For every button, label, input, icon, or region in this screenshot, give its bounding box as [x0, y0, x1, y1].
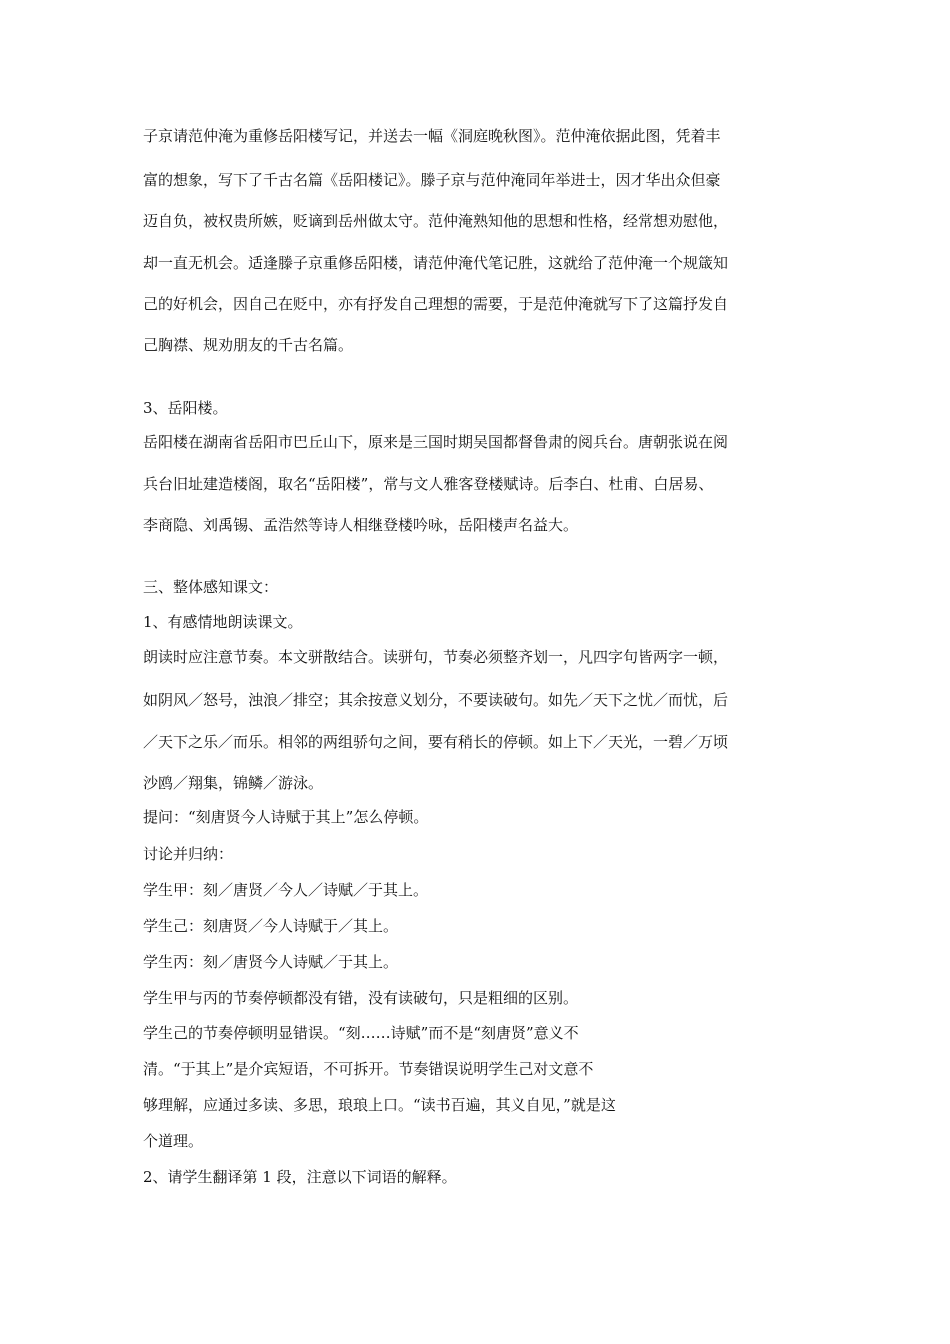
item-heading: 1、有感情地朗读课文。 [143, 613, 303, 631]
paragraph-line: 迈自负，被权贵所嫉，贬谪到岳州做太守。范仲淹熟知他的思想和性格，经常想劝慰他， [143, 212, 729, 230]
paragraph-line: 却一直无机会。适逢滕子京重修岳阳楼，请范仲淹代笔记胜，这就给了范仲淹一个规箴知 [143, 254, 729, 272]
paragraph-line: 兵台旧址建造楼阁，取名“岳阳楼”，常与文人雅客登楼赋诗。后李白、杜甫、白居易、 [143, 475, 714, 493]
paragraph-line: 岳阳楼在湖南省岳阳市巴丘山下，原来是三国时期吴国都督鲁肃的阅兵台。唐朝张说在阅 [143, 433, 729, 451]
paragraph-line: 清。“于其上”是介宾短语，不可拆开。节奏错误说明学生己对文意不 [143, 1060, 594, 1078]
paragraph-line: 富的想象，写下了千古名篇《岳阳楼记》。滕子京与范仲淹同年举进士，因才华出众但豪 [143, 171, 721, 189]
paragraph-line: 学生己的节奏停顿明显错误。“刻……诗赋”而不是“刻唐贤”意义不 [143, 1024, 579, 1042]
paragraph-line: ／天下之乐／而乐。相邻的两组骄句之间，要有稍长的停顿。如上下／天光，一碧／万顷 [143, 733, 729, 751]
item-heading: 2、请学生翻译第 1 段，注意以下词语的解释。 [143, 1168, 457, 1186]
discussion-line: 讨论并归纳： [143, 845, 234, 863]
paragraph-line: 李商隐、刘禹锡、孟浩然等诗人相继登楼吟咏，岳阳楼声名益大。 [143, 516, 579, 534]
paragraph-line: 够理解，应通过多读、多思，琅琅上口。“读书百遍，其义自见，”就是这 [143, 1096, 616, 1114]
paragraph-line: 子京请范仲淹为重修岳阳楼写记，并送去一幅《洞庭晚秋图》。范仲淹依据此图，凭着丰 [143, 127, 721, 145]
paragraph-line: 己胸襟、规劝朋友的千古名篇。 [143, 336, 354, 354]
student-answer: 学生甲：刻／唐贤／今人／诗赋／于其上。 [143, 881, 429, 899]
student-answer: 学生己：刻唐贤／今人诗赋于／其上。 [143, 917, 399, 935]
part-heading: 三、整体感知课文： [143, 578, 279, 596]
paragraph-line: 己的好机会，因自己在贬中，亦有抒发自己理想的需要，于是范仲淹就写下了这篇抒发自 [143, 295, 729, 313]
paragraph-line: 朗读时应注意节奏。本文骈散结合。读骈句，节奏必须整齐划一，凡四字句皆两字一顿， [143, 648, 729, 666]
section-heading: 3、岳阳楼。 [143, 399, 228, 417]
student-answer: 学生丙：刻／唐贤今人诗赋／于其上。 [143, 953, 399, 971]
paragraph-line: 如阴风／怒号，浊浪／排空；其余按意义划分，不要读破句。如先／天下之忧／而忧，后 [143, 691, 729, 709]
paragraph-line: 个道理。 [143, 1132, 204, 1150]
paragraph-line: 沙鸥／翔集，锦鳞／游泳。 [143, 774, 324, 792]
question-line: 提问：“刻唐贤今人诗赋于其上”怎么停顿。 [143, 808, 429, 826]
paragraph-line: 学生甲与丙的节奏停顿都没有错，没有读破句，只是粗细的区别。 [143, 989, 579, 1007]
